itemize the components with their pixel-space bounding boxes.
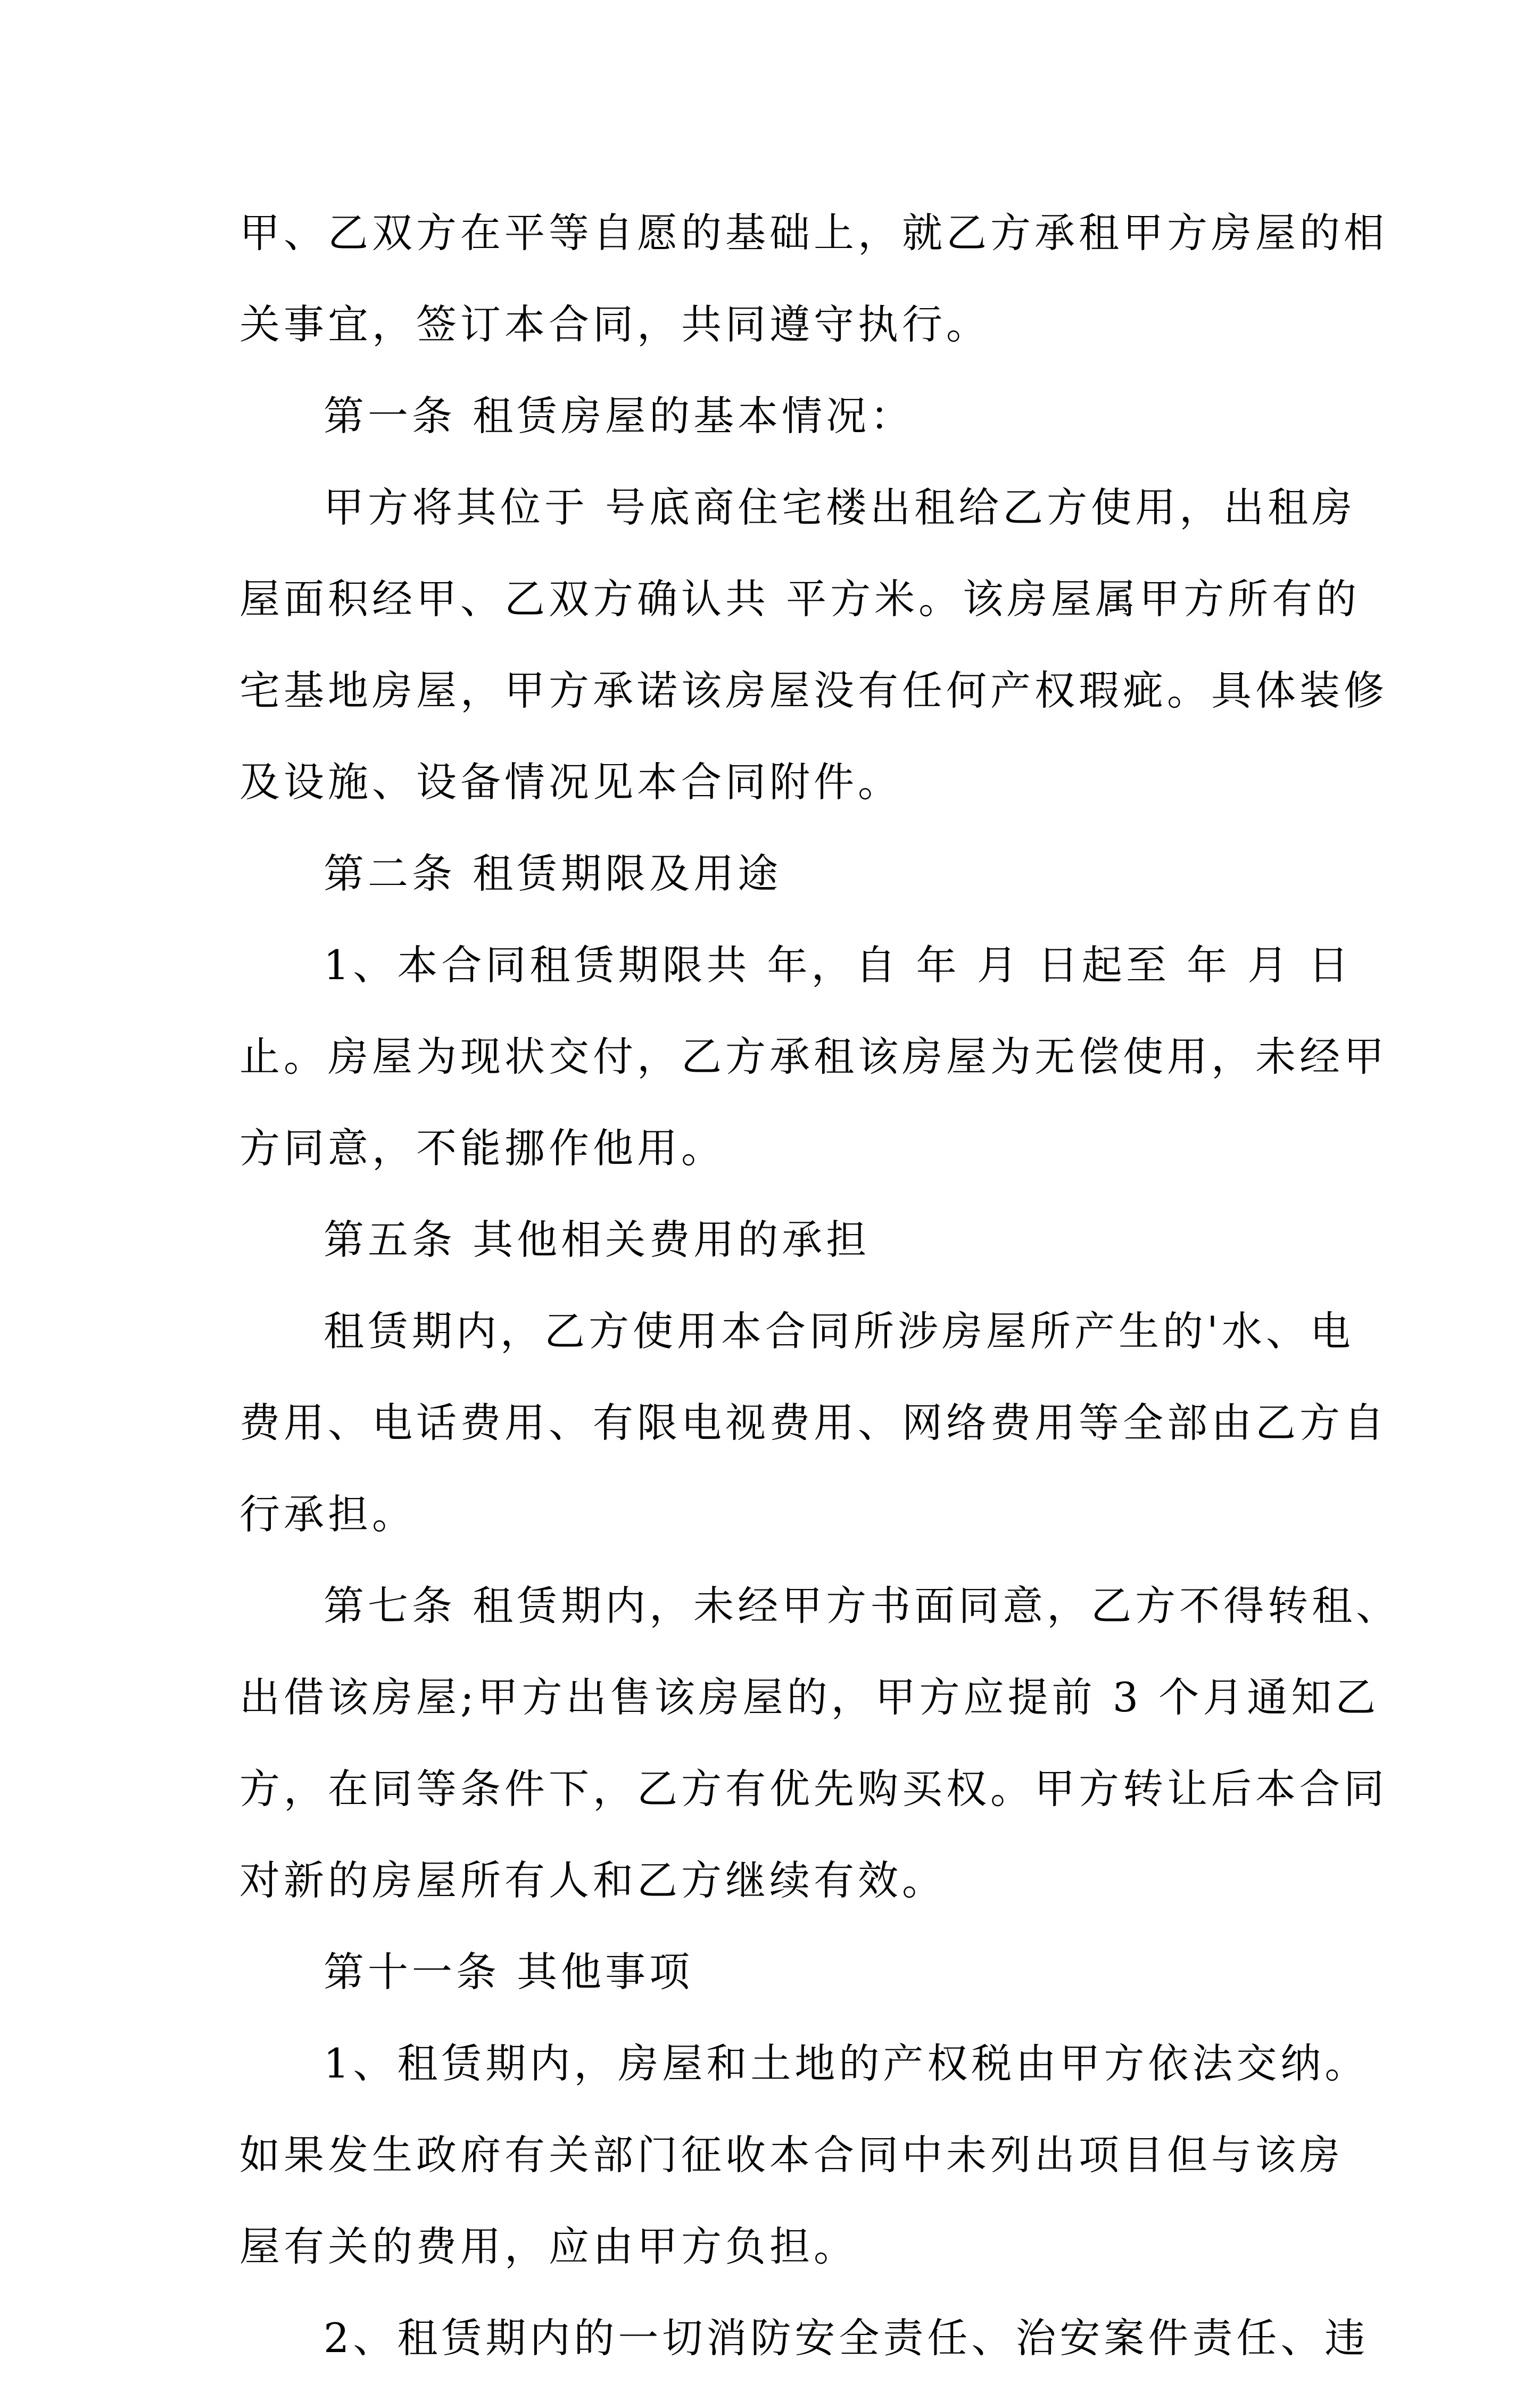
text-line: 甲、乙双方在平等自愿的基础上，就乙方承租甲方房屋的相 — [239, 209, 1388, 256]
section-heading: 第一条 租赁房屋的基本情况： — [324, 392, 915, 440]
text-line: 出借该房屋;甲方出售该房屋的，甲方应提前 3 个月通知乙 — [239, 1674, 1380, 1721]
section-heading: 第五条 其他相关费用的承担 — [324, 1216, 871, 1263]
text-line: 对新的房屋所有人和乙方继续有效。 — [239, 1857, 946, 1904]
text-line: 甲方将其位于 号底商住宅楼出租给乙方使用，出租房 — [324, 484, 1356, 531]
document-body — [239, 187, 1401, 2384]
text-line: 租赁期内，乙方使用本合同所涉房屋所产生的'水、电 — [324, 1307, 1354, 1355]
text-line: 费用、电话费用、有限电视费用、网络费用等全部由乙方自 — [239, 1399, 1388, 1446]
text-line: 1、本合同租赁期限共 年，自 年 月 日起至 年 月 日 — [324, 941, 1353, 989]
text-line: 行承担。 — [239, 1491, 416, 1538]
section-heading: 第十一条 其他事项 — [324, 1948, 694, 1996]
text-line: 2、租赁期内的一切消防安全责任、治安案件责任、违 — [324, 2314, 1369, 2362]
text-line: 止。房屋为现状交付，乙方承租该房屋为无偿使用，未经甲 — [239, 1033, 1388, 1080]
text-line: 及设施、设备情况见本合同附件。 — [239, 758, 902, 806]
text-line: 方同意，不能挪作他用。 — [239, 1124, 725, 1172]
section-heading: 第二条 租赁期限及用途 — [324, 850, 782, 897]
text-line: 屋面积经甲、乙双方确认共 平方米。该房屋属甲方所有的 — [239, 575, 1361, 623]
text-line: 屋有关的费用，应由甲方负担。 — [239, 2223, 858, 2270]
text-line: 1、租赁期内，房屋和土地的产权税由甲方依法交纳。 — [324, 2040, 1369, 2087]
text-line: 宅基地房屋，甲方承诺该房屋没有任何产权瑕疵。具体装修 — [239, 667, 1388, 714]
text-line: 方，在同等条件下，乙方有优先购买权。甲方转让后本合同 — [239, 1765, 1388, 1812]
text-line: 如果发生政府有关部门征收本合同中未列出项目但与该房 — [239, 2131, 1344, 2179]
text-line: 关事宜，签订本合同，共同遵守执行。 — [239, 301, 990, 348]
section-heading: 第七条 租赁期内，未经甲方书面同意，乙方不得转租、 — [324, 1582, 1401, 1629]
